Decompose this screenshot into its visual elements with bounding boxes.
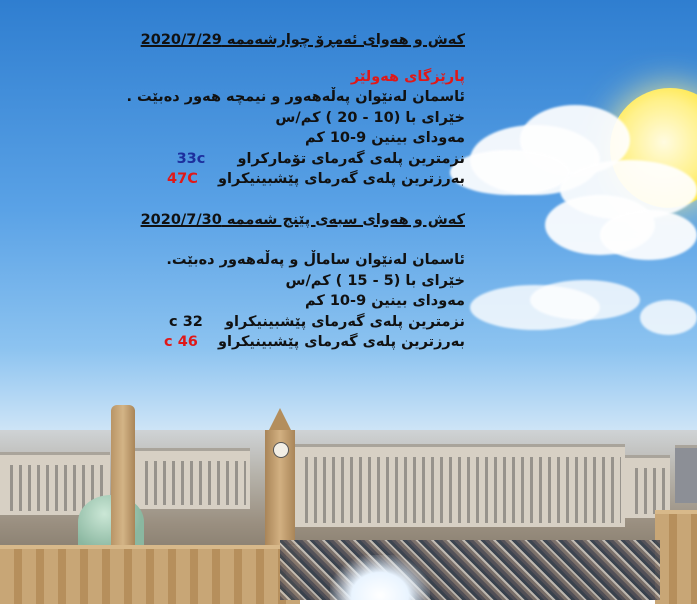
day1-visibility: مەودای بینین 9-10 کم <box>304 130 465 146</box>
day2-max-temp <box>120 332 465 353</box>
day1-min-label: نزمترین پلەی گەرمای تۆمارکراو <box>237 150 465 167</box>
building <box>135 448 250 509</box>
day2-wind: خێرای با (5 - 15 ) کم/س <box>285 272 465 289</box>
day2-min-temp <box>120 312 465 333</box>
cloud <box>530 280 640 320</box>
day1-min-temp <box>120 149 465 170</box>
cloud <box>600 210 697 260</box>
citadel-wall <box>0 545 300 604</box>
day2-visibility: مەودای بینین 9-10 کم <box>304 293 465 309</box>
building <box>295 444 625 527</box>
minaret <box>111 405 135 560</box>
day1-sky: ئاسمان لەنێوان پەڵەهەور و نیمچە هەور دەبێت . <box>126 89 465 105</box>
building <box>625 455 670 518</box>
citadel-wall <box>655 510 697 604</box>
clock-tower <box>265 430 295 550</box>
building <box>675 445 697 503</box>
day1-max-temp <box>120 169 465 190</box>
day2-max-value: 46 c <box>164 334 198 350</box>
day1-max-value: 47C <box>167 171 198 187</box>
region-title: پارێزگای هەولێر <box>350 68 465 85</box>
day1-heading: کەش و هەوای ئەمڕۆ چوارشەممە 2020/7/29 <box>140 32 465 48</box>
cloud <box>450 150 570 195</box>
fountain <box>330 555 430 600</box>
day2-min-value: 32 c <box>169 313 203 330</box>
forecast-text <box>120 30 465 353</box>
day1-min-value: 33c <box>176 150 206 167</box>
day2-max-label: بەرزترین پلەی گەرمای پێشبینیکراو <box>218 334 465 350</box>
clock-icon <box>273 442 289 458</box>
day1-wind: خێرای با (10 - 20 ) کم/س <box>275 109 465 126</box>
day2-min-label: نزمترین پلەی گەرمای پێشبینیکراو <box>225 313 465 330</box>
day2-sky: ئاسمان لەنێوان ساماڵ و پەڵەهەور دەبێت. <box>166 252 465 268</box>
day1-max-label: بەرزترین پلەی گەرمای پێشبینیکراو <box>218 171 465 187</box>
day2-heading: کەش و هەوای سبەی پێنج شەممە 2020/7/30 <box>140 211 465 228</box>
cloud <box>640 300 697 335</box>
